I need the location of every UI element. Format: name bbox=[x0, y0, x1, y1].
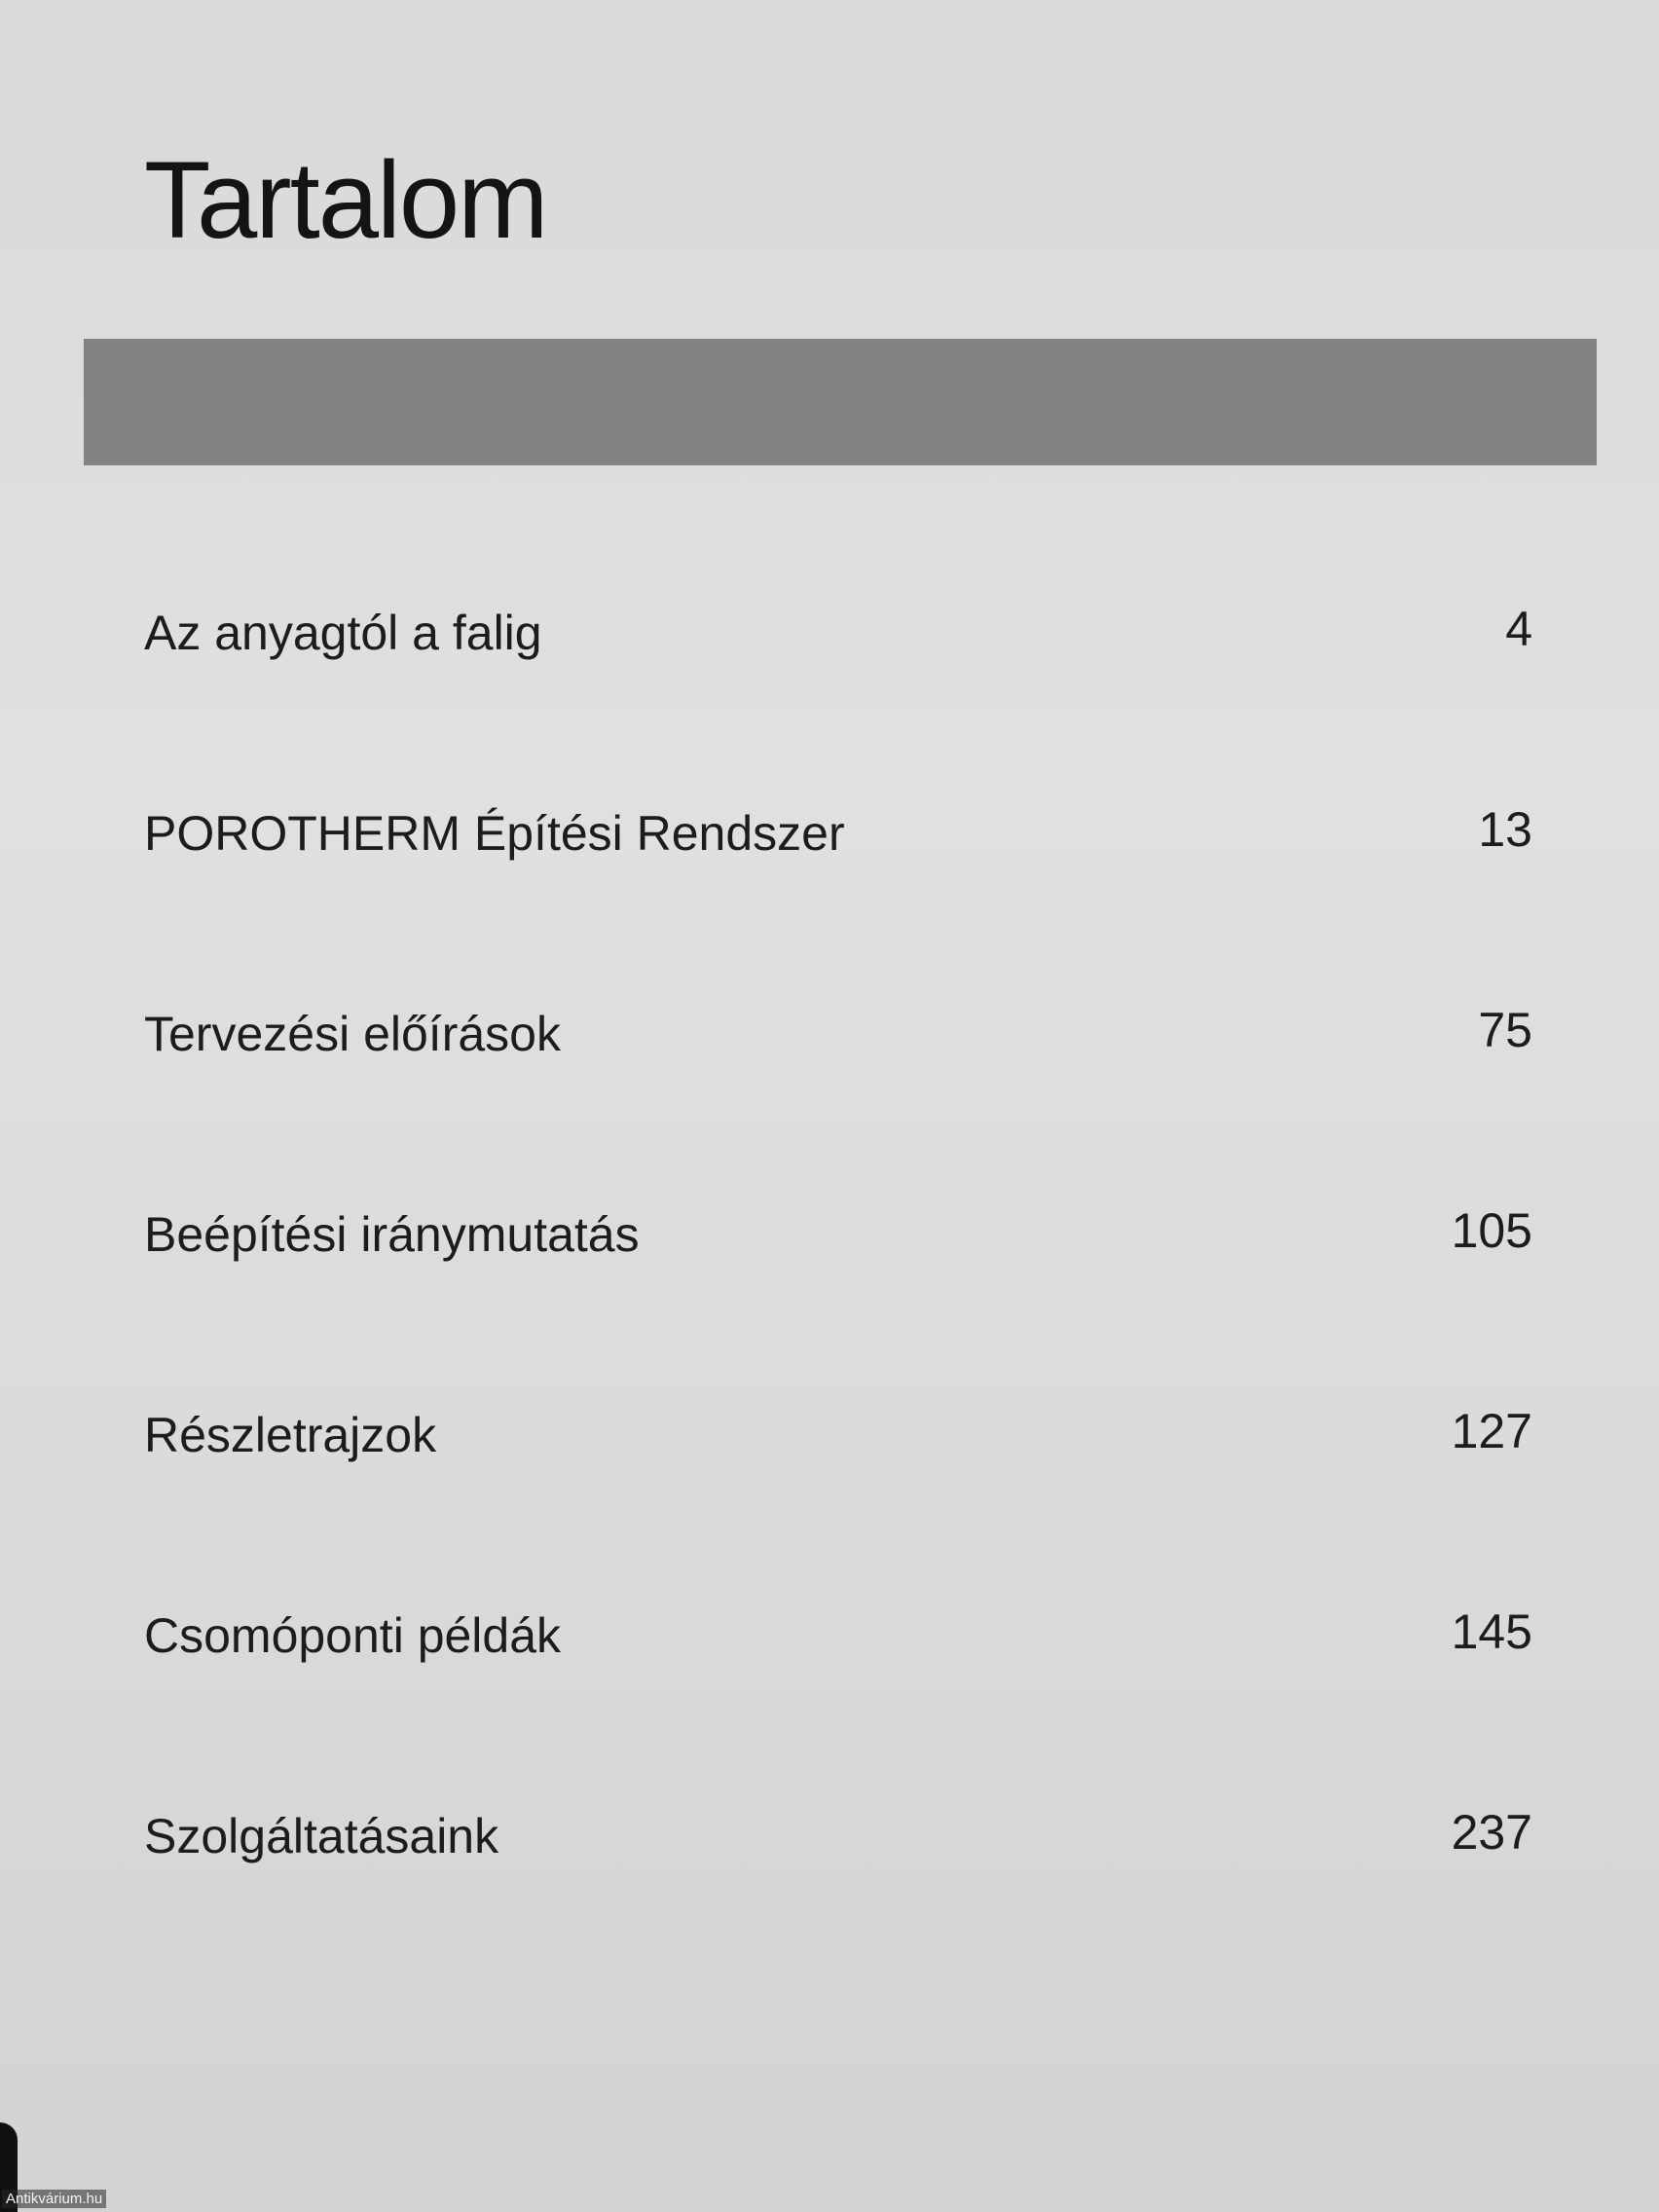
toc-entry-page-number: 237 bbox=[1451, 1805, 1532, 1860]
watermark: Antikvárium.hu bbox=[2, 2190, 106, 2208]
toc-entry-page-number: 127 bbox=[1451, 1404, 1532, 1458]
toc-entry-label: Szolgáltatásaink bbox=[144, 1809, 499, 1863]
toc-entry-page-number: 105 bbox=[1451, 1203, 1532, 1258]
toc-entry-label: Az anyagtól a falig bbox=[144, 606, 542, 660]
toc-entry-page-number: 75 bbox=[1478, 1003, 1532, 1057]
toc-entry-label: POROTHERM Építési Rendszer bbox=[144, 806, 845, 861]
toc-entry bbox=[144, 1005, 1532, 1205]
toc-entry bbox=[144, 604, 1532, 804]
table-of-contents bbox=[144, 604, 1532, 2008]
toc-entry-page-number: 145 bbox=[1451, 1604, 1532, 1659]
toc-entry bbox=[144, 804, 1532, 1005]
toc-entry-label: Beépítési iránymutatás bbox=[144, 1207, 640, 1262]
toc-entry bbox=[144, 1406, 1532, 1606]
toc-entry-page-number: 13 bbox=[1478, 802, 1532, 857]
gray-header-band bbox=[84, 339, 1597, 465]
page-title: Tartalom bbox=[144, 139, 547, 261]
toc-entry bbox=[144, 1807, 1532, 2008]
toc-entry-label: Részletrajzok bbox=[144, 1408, 437, 1462]
toc-entry-label: Tervezési előírások bbox=[144, 1007, 561, 1061]
toc-entry-label: Csomóponti példák bbox=[144, 1608, 562, 1663]
toc-entry-page-number: 4 bbox=[1505, 602, 1532, 656]
toc-entry bbox=[144, 1205, 1532, 1406]
toc-entry bbox=[144, 1606, 1532, 1807]
